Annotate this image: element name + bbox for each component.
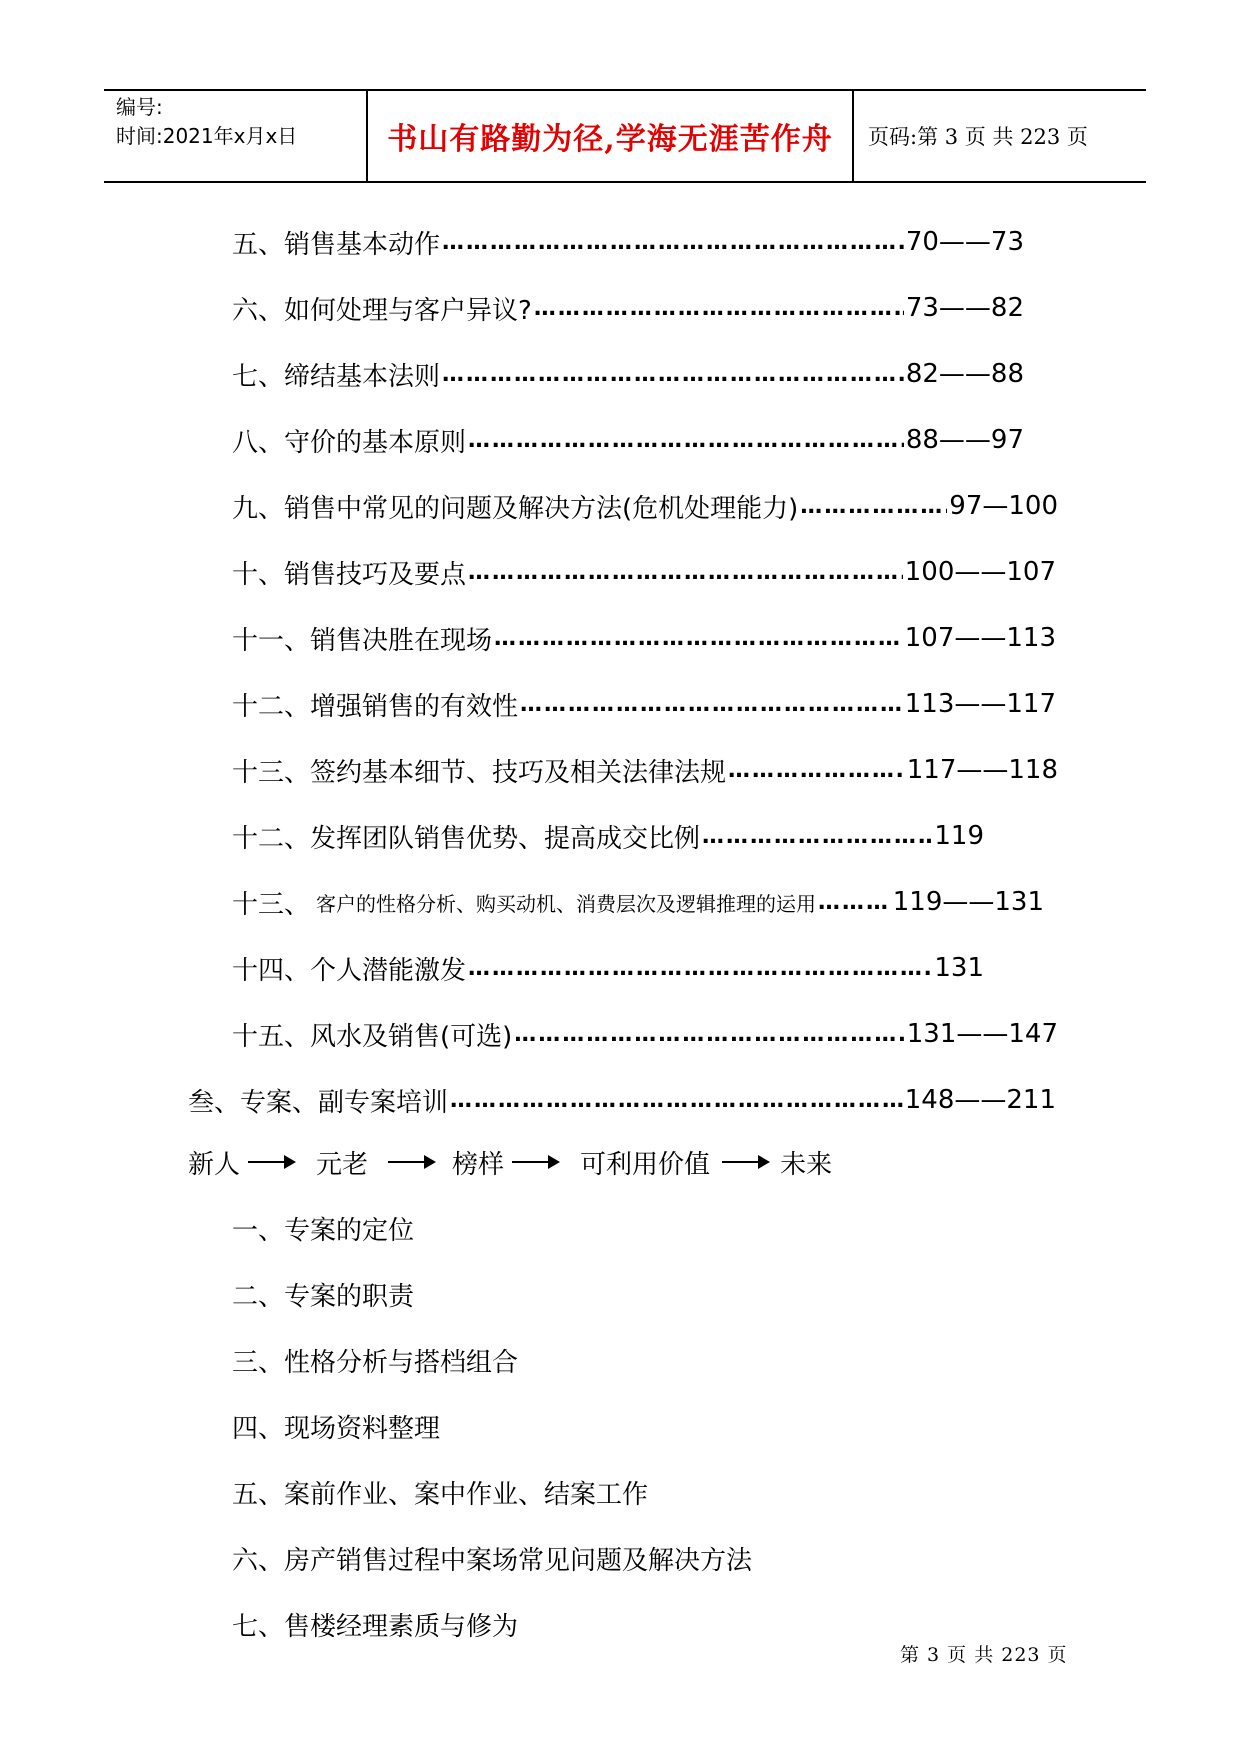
toc-entry	[232, 420, 1024, 460]
toc-entry-pages: 117——118	[906, 755, 1058, 785]
arrow-right-icon	[512, 1161, 558, 1163]
toc-entry-label: 九、销售中常见的问题及解决方法(危机处理能力)	[232, 493, 799, 524]
section-item: 四、现场资料整理	[232, 1413, 441, 1444]
toc-entry-pages: 148——211	[904, 1085, 1056, 1115]
toc-entry	[232, 684, 1056, 724]
toc-entry-label: 七、缔结基本法则	[232, 361, 441, 392]
toc-entry	[232, 552, 1056, 592]
toc-entry-pages: 131——147	[906, 1019, 1058, 1049]
toc-leader-dots	[818, 890, 891, 915]
toc-leader-dots	[520, 692, 903, 717]
toc-entry-pages: 88——97	[905, 425, 1024, 455]
time-label: 时间:2021年x月x日	[116, 124, 298, 148]
section-item: 六、房产销售过程中案场常见问题及解决方法	[232, 1545, 753, 1576]
toc-entry-pages: 97—100	[949, 491, 1058, 521]
section-item: 三、性格分析与搭档组合	[232, 1347, 519, 1378]
toc-entry-label: 十五、风水及销售(可选)	[232, 1021, 513, 1052]
section-item: 二、专案的职责	[232, 1281, 415, 1312]
arrow-right-icon	[722, 1161, 768, 1163]
toc-entry-pages: 113——117	[904, 689, 1056, 719]
flow-step: 未来	[780, 1149, 833, 1180]
toc-entry-pages: 73——82	[905, 293, 1024, 323]
toc-entry	[232, 618, 1056, 658]
toc-leader-dots	[468, 956, 932, 981]
career-flow	[188, 1142, 832, 1182]
section-item: 七、售楼经理素质与修为	[232, 1611, 519, 1642]
toc-entry	[232, 816, 984, 856]
toc-entry	[232, 1014, 1058, 1054]
toc-entry-pages: 70——73	[905, 227, 1024, 257]
toc-leader-dots	[442, 362, 904, 387]
toc-entry-label: 六、如何处理与客户异议?	[232, 295, 532, 326]
section-item: 一、专案的定位	[232, 1215, 415, 1246]
header-motto: 书山有路勤为径,学海无涯苦作舟	[368, 91, 854, 181]
arrow-right-icon	[248, 1161, 294, 1163]
toc-entry-pages: 119	[934, 821, 984, 851]
toc-entry-label: 十二、发挥团队销售优势、提高成交比例	[232, 823, 701, 854]
toc-leader-dots	[494, 626, 903, 651]
toc-entry-pages: 82——88	[905, 359, 1024, 389]
toc-entry	[232, 882, 1044, 922]
flow-step: 元老	[316, 1149, 369, 1180]
toc-entry	[232, 486, 1058, 526]
toc-entry-label: 客户的性格分析、购买动机、消费层次及逻辑推理的运用	[316, 891, 817, 916]
toc-entry-pages: 119——131	[892, 887, 1044, 917]
toc-leader-dots	[534, 296, 904, 321]
toc-entry-label: 五、销售基本动作	[232, 229, 441, 260]
toc-entry-label: 叁、专案、副专案培训	[188, 1087, 449, 1118]
toc-entry	[232, 222, 1024, 262]
toc-entry	[232, 354, 1024, 394]
toc-entry-label-prefix: 十三、	[232, 889, 311, 920]
toc-leader-dots	[442, 230, 904, 255]
section-item: 五、案前作业、案中作业、结案工作	[232, 1479, 649, 1510]
header-page-label: 页码:第 3 页 共 223 页	[868, 125, 1088, 149]
toc-leader-dots	[728, 758, 905, 783]
number-label: 编号:	[116, 95, 163, 119]
toc-leader-dots	[800, 494, 947, 519]
toc-entry-label: 十、销售技巧及要点	[232, 559, 467, 590]
toc-entry-label: 八、守价的基本原则	[232, 427, 467, 458]
toc-entry	[232, 750, 1058, 790]
toc-leader-dots	[468, 428, 904, 453]
toc-leader-dots	[514, 1022, 904, 1047]
toc-entry-label: 十一、销售决胜在现场	[232, 625, 493, 656]
page-footer: 第 3 页 共 223 页	[900, 1644, 1068, 1666]
toc-entry	[232, 288, 1024, 328]
toc-entry-label: 十二、增强销售的有效性	[232, 691, 519, 722]
toc-entry	[232, 948, 984, 988]
flow-step: 新人	[188, 1149, 241, 1180]
toc-entry-pages: 131	[934, 953, 984, 983]
toc-entry	[188, 1080, 1056, 1120]
flow-step: 榜样	[452, 1149, 505, 1180]
toc-leader-dots	[450, 1088, 903, 1113]
toc-leader-dots	[468, 560, 903, 585]
arrow-right-icon	[388, 1161, 434, 1163]
toc-entry-label: 十四、个人潜能激发	[232, 955, 467, 986]
toc-entry-pages: 100——107	[904, 557, 1056, 587]
toc-entry-pages: 107——113	[904, 623, 1056, 653]
flow-step: 可利用价值	[580, 1149, 711, 1180]
toc-leader-dots	[702, 824, 932, 849]
toc-entry-label: 十三、签约基本细节、技巧及相关法律法规	[232, 757, 727, 788]
